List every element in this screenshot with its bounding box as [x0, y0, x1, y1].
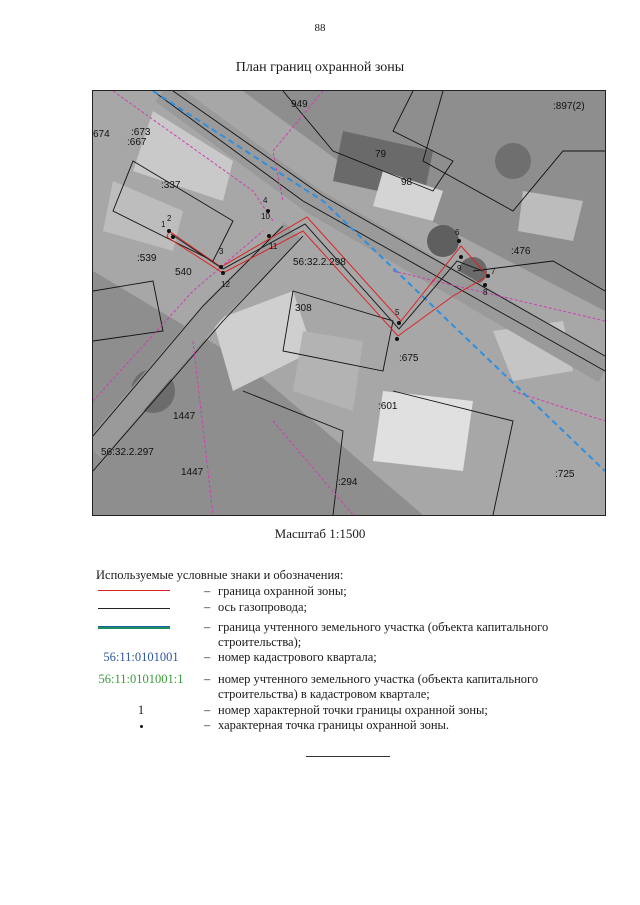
map-scale: Масштаб 1:1500: [274, 526, 366, 541]
parcel-label: :675: [399, 353, 419, 364]
point-label: 3: [219, 247, 224, 256]
page-number: 88: [314, 22, 326, 34]
legend-text: граница охранной зоны;: [218, 584, 347, 598]
point-label: 6: [455, 228, 460, 237]
cadastral-map[interactable]: [92, 90, 606, 516]
legend-heading: Используемые условные знаки и обозначения:: [96, 568, 344, 582]
legend-item-parcel-number: [96, 672, 616, 704]
legend-dash: –: [204, 650, 211, 664]
pipeline-axis-symbol: [98, 608, 170, 609]
parcel-label: :539: [137, 253, 157, 264]
zone-point: [486, 274, 490, 278]
legend-text: характерная точка границы охранной зоны.: [218, 718, 450, 732]
parcel-label: :294: [338, 477, 358, 488]
parcel-label: 674: [93, 129, 110, 140]
point-label: 10: [261, 212, 270, 221]
zone-point: [171, 235, 175, 239]
parcel-label: :667: [127, 137, 147, 148]
parcel-label: 1447: [173, 411, 196, 422]
legend-dash: –: [204, 620, 211, 634]
parcel-label: :725: [555, 469, 575, 480]
parcel-label: 79: [375, 149, 387, 160]
zone-boundary-symbol: [98, 590, 170, 591]
point-label: 1: [161, 220, 166, 229]
point-label: 9: [457, 264, 462, 273]
point-number-symbol: 1: [137, 703, 145, 717]
parcel-boundary-symbol: [98, 626, 170, 629]
point-label: 7: [491, 267, 496, 276]
map-svg: [93, 91, 605, 515]
parcel-label: 56:32.2.298: [293, 257, 346, 268]
zone-point: [221, 271, 225, 275]
point-label: 8: [483, 288, 488, 297]
parcel-label: 56:32.2.297: [101, 447, 154, 458]
point-label: 12: [221, 280, 230, 289]
legend-text: ось газопровода;: [218, 600, 308, 614]
zone-point: [457, 239, 461, 243]
cadastral-quarter-symbol: 56:11:0101001: [103, 650, 179, 664]
legend-dash: –: [204, 600, 211, 614]
parcel-label: 98: [401, 177, 413, 188]
zone-point: [219, 265, 223, 269]
parcel-number-symbol: 56:11:0101001:1: [98, 672, 184, 686]
parcel-label: 308: [295, 303, 312, 314]
legend-text: номер характерной точки границы охранной зоны;: [218, 703, 488, 717]
legend-dash: –: [204, 672, 211, 686]
zone-point: [397, 321, 401, 325]
legend-dash: –: [204, 703, 211, 717]
point-label: 4: [263, 196, 268, 205]
zone-point: [167, 229, 171, 233]
legend-dash: –: [204, 584, 211, 598]
parcel-label: 1447: [181, 467, 204, 478]
point-symbol: [140, 725, 143, 728]
bottom-rule: [306, 756, 390, 757]
zone-point: [483, 283, 487, 287]
parcel-label: 540: [175, 267, 192, 278]
page-title: План границ охранной зоны: [235, 60, 405, 75]
parcel-label: :897(2): [553, 101, 585, 112]
point-label: 11: [269, 242, 278, 251]
parcel-label: :476: [511, 246, 531, 257]
parcel-label: :673: [131, 127, 151, 138]
legend-text: граница учтенного земельного участка (объекта капитального строительства);: [218, 620, 549, 649]
legend-dash: –: [204, 718, 211, 732]
parcel-label: :337: [161, 180, 181, 191]
zone-point: [267, 234, 271, 238]
point-label: 5: [395, 308, 400, 317]
point-label: 2: [167, 214, 172, 223]
zone-point: [459, 255, 463, 259]
legend-item-parcel-boundary: [96, 620, 616, 652]
legend-text: номер учтенного земельного участка (объекта капитального строительства) в кадастровом квартале;: [218, 672, 539, 701]
tree-1: [495, 143, 531, 179]
zone-point: [395, 337, 399, 341]
parcel-label: :601: [378, 401, 398, 412]
parcel-label: 949: [291, 99, 308, 110]
legend-text: номер кадастрового квартала;: [218, 650, 377, 664]
